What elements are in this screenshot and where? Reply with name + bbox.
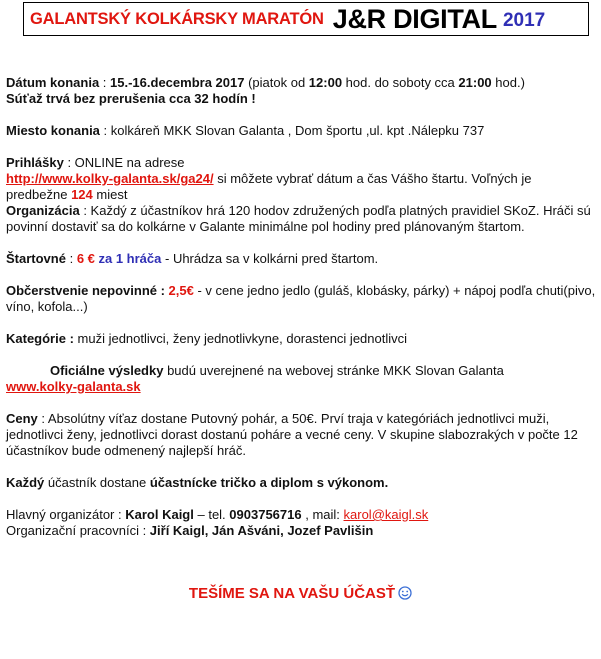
fee-text: - Uhrádza sa v kolkárni pred štartom. (161, 251, 379, 266)
closing-line (0, 585, 601, 602)
refreshment-line (6, 283, 596, 315)
results-line (6, 363, 596, 379)
fee-amount: 6 € (76, 251, 95, 266)
prizes-text: : Absolútny víťaz dostane Putovný pohár, a 50€. Prví traja v kategóriách jednotlivci muži, jednotlivci ženy, jednotlivci dorast dostanú poháre a vecné ceny. V skupine slabozrakých v počte 12 účastníkov bude odmenený najlepší hráč. (6, 411, 578, 458)
prizes-line (6, 411, 596, 459)
results-link[interactable]: www.kolky-galanta.sk (6, 379, 141, 394)
organization-label: Organizácia (6, 203, 80, 218)
organizer-label: Hlavný organizátor : (6, 507, 122, 522)
date-label: Dátum konania (6, 75, 100, 90)
registration-label: Prihlášky (6, 155, 64, 170)
fee-line: Štartovné : 6 € za 1 hráča - Uhrádza sa v kolkárni pred štartom. (6, 251, 379, 266)
venue-line (6, 123, 596, 139)
organizer-line: Hlavný organizátor : Karol Kaigl – tel. 0903756716 , mail: karol@kaigl.sk (6, 507, 429, 522)
fee-per: za 1 hráča (94, 251, 162, 266)
results-label: Oficiálne výsledky (50, 363, 164, 378)
registration-line: Prihlášky : ONLINE na adrese http://www.kolky-galanta.sk/ga24/ si môžete vybrať dátum a čas Vášho štartu. Voľných je predbežne 124 miest (6, 155, 532, 202)
refreshment-text: - v cene jedno jedlo (guláš, klobásky, párky) + nápoj podľa chuti(pivo, víno, kofola...) (6, 283, 596, 314)
prizes-label: Ceny (6, 411, 38, 426)
title-sponsor: J&R DIGITAL (332, 3, 497, 34)
fee-label: Štartovné (6, 251, 66, 266)
staff-line (6, 523, 596, 539)
end-time: 21:00 (458, 75, 492, 90)
categories-text: muži jednotlivci, ženy jednotlivkyne, dorastenci jednotlivci (73, 331, 408, 346)
title-banner (23, 2, 589, 36)
venue-text: : kolkáreň MKK Slovan Galanta , Dom športu ,ul. kpt .Nálepku 737 (99, 123, 485, 138)
gift-item: účastnícke tričko a diplom s výkonom. (149, 475, 389, 490)
staff-label: Organizační pracovníci : (6, 523, 147, 538)
venue-label: Miesto konania (6, 123, 100, 138)
start-time: 12:00 (308, 75, 343, 90)
title-year: 2017 (502, 10, 546, 31)
organizer-email-link[interactable]: karol@kaigl.sk (343, 507, 429, 522)
refreshment-price: 2,5€ (164, 283, 194, 298)
refreshment-label: Občerstvenie nepovinné : (6, 283, 165, 298)
title-event-name: GALANTSKÝ KOLKÁRSKY MARATÓN (30, 9, 324, 28)
organization-line (6, 203, 596, 235)
document-body (6, 75, 596, 539)
free-spots-count: 124 (71, 187, 93, 202)
organizer-name: Karol Kaigl (121, 507, 194, 522)
staff-names: Jiří Kaigl, Ján Ašváni, Jozef Pavlišin (146, 523, 374, 538)
categories-line (6, 331, 596, 347)
date-line: Dátum konania : 15.-16.decembra 2017 (piatok od 12:00 hod. do soboty cca 21:00 hod.) (6, 75, 525, 90)
organizer-phone: 0903756716 (229, 507, 302, 522)
smiley-icon (398, 586, 412, 600)
gift-line: Každý účastník dostane účastnícke tričko a diplom s výkonom. (6, 475, 389, 490)
closing-text: TEŠÍME SA NA VAŠU ÚČASŤ (188, 585, 396, 602)
results-text: budú uverejnené na webovej stránke MKK Slovan Galanta (163, 363, 504, 378)
registration-link[interactable]: http://www.kolky-galanta.sk/ga24/ (6, 171, 214, 186)
organization-text: : Každý z účastníkov hrá 120 hodov združených podľa platných pravidiel SKoZ. Hráči sú povinní dostaviť sa do kolkárne v Galante minimálne pol hodiny pred plánovaným štartom. (6, 203, 591, 234)
date-value: 15.-16.decembra 2017 (110, 75, 245, 90)
duration-note: Súťaž trvá bez prerušenia cca 32 hodín ! (6, 91, 256, 106)
categories-label: Kategórie : (6, 331, 74, 346)
